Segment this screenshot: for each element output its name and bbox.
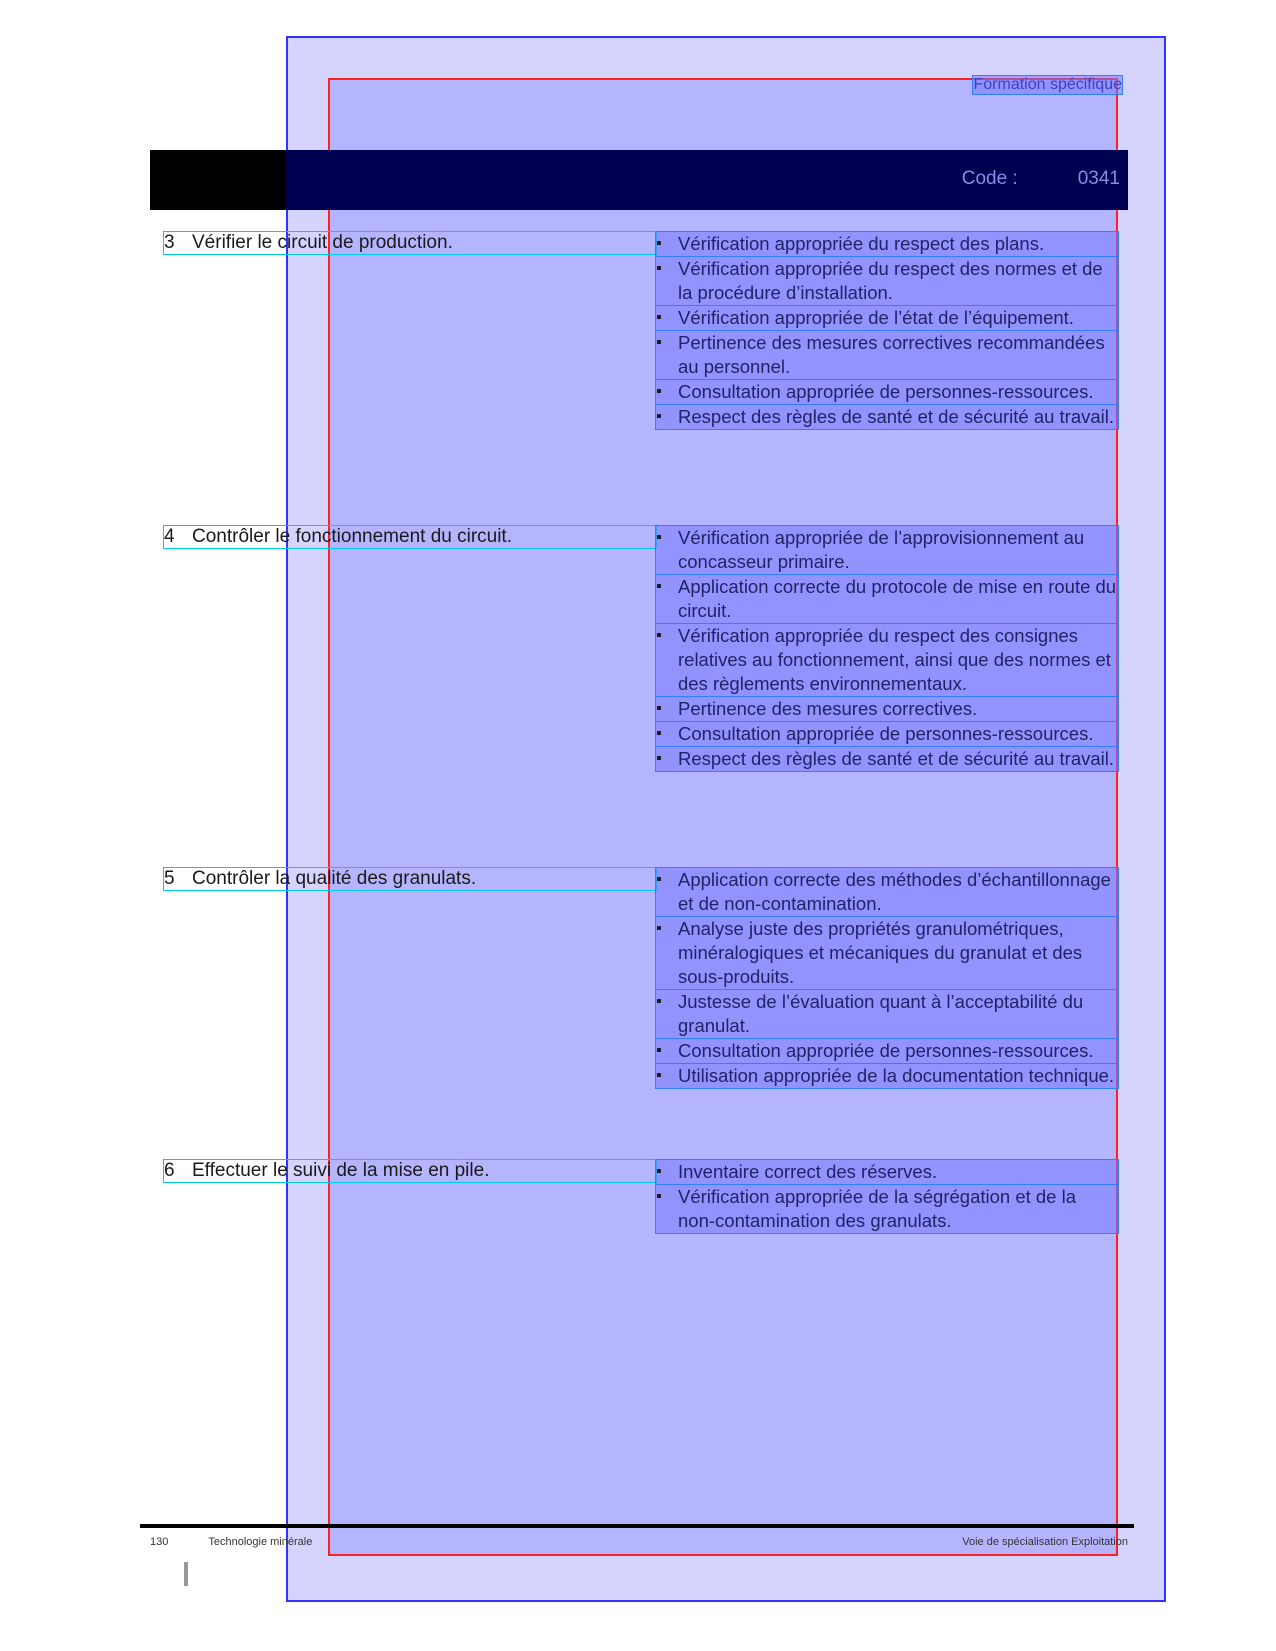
- section-title: [164, 232, 656, 254]
- header-band: [150, 150, 1128, 210]
- criterion-item: ▪ Vérification appropriée de l’approvisionnement au concasseur primaire.: [656, 526, 1118, 574]
- criterion-item: ▪ Consultation appropriée de personnes-ressources.: [656, 1039, 1118, 1063]
- criterion-item: ▪ Vérification appropriée du respect des normes et de la procédure d’installation.: [656, 257, 1118, 305]
- criterion-item: ▪ Justesse de l’évaluation quant à l’acceptabilité du granulat.: [656, 990, 1118, 1038]
- section-title-text: Contrôler le fonctionnement du circuit.: [192, 526, 512, 547]
- section-title: [164, 526, 656, 548]
- criteria-list: [656, 526, 1118, 772]
- course-code: [962, 168, 1120, 190]
- criterion-item: ▪ Vérification appropriée de la ségrégation et de la non-contamination des granulats.: [656, 1185, 1118, 1233]
- criterion-item: ▪ Pertinence des mesures correctives recommandées au personnel.: [656, 331, 1118, 379]
- criterion-item: ▪ Vérification appropriée de l’état de l’équipement.: [656, 306, 1118, 330]
- section-number: 3: [164, 232, 175, 253]
- section-title-text: Effectuer le suivi de la mise en pile.: [192, 1160, 490, 1181]
- criterion-item: ▪ Analyse juste des propriétés granulométriques, minéralogiques et mécaniques du granulat et des sous-produits.: [656, 917, 1118, 989]
- margin-change-bar: [184, 1562, 188, 1586]
- section-title: [164, 868, 656, 890]
- section-title-text: Contrôler la qualité des granulats.: [192, 868, 477, 889]
- footer-left: [150, 1536, 312, 1548]
- section-number: 6: [164, 1160, 175, 1181]
- code-value: 0341: [1077, 168, 1120, 189]
- running-head: Formation spécifique: [973, 76, 1122, 93]
- criterion-item: ▪ Vérification appropriée du respect des consignes relatives au fonctionnement, ainsi que des normes et des règlements environnementaux.: [656, 624, 1118, 696]
- criterion-item: ▪ Application correcte des méthodes d’échantillonnage et de non-contamination.: [656, 868, 1118, 916]
- criteria-list: [656, 1160, 1118, 1234]
- criterion-item: ▪ Consultation appropriée de personnes-ressources.: [656, 380, 1118, 404]
- criterion-item: ▪ Consultation appropriée de personnes-ressources.: [656, 722, 1118, 746]
- criterion-item: ▪ Application correcte du protocole de mise en route du circuit.: [656, 575, 1118, 623]
- page-number: 130: [150, 1536, 169, 1548]
- criteria-list: [656, 232, 1118, 430]
- criterion-item: ▪ Vérification appropriée du respect des plans.: [656, 232, 1118, 256]
- criterion-item: ▪ Respect des règles de santé et de sécurité au travail.: [656, 747, 1118, 771]
- footer-program: Technologie minérale: [208, 1536, 313, 1548]
- section-title: [164, 1160, 656, 1182]
- criterion-item: ▪ Inventaire correct des réserves.: [656, 1160, 1118, 1184]
- section-number: 5: [164, 868, 175, 889]
- criterion-item: ▪ Respect des règles de santé et de sécurité au travail.: [656, 405, 1118, 429]
- criterion-item: ▪ Pertinence des mesures correctives.: [656, 697, 1118, 721]
- footer-right: Voie de spécialisation Exploitation: [962, 1536, 1128, 1548]
- footer-rule: [140, 1524, 1134, 1528]
- criteria-list: [656, 868, 1118, 1089]
- section-title-text: Vérifier le circuit de production.: [192, 232, 453, 253]
- criterion-item: ▪ Utilisation appropriée de la documentation technique.: [656, 1064, 1118, 1088]
- code-label: Code :: [961, 168, 1018, 189]
- section-number: 4: [164, 526, 175, 547]
